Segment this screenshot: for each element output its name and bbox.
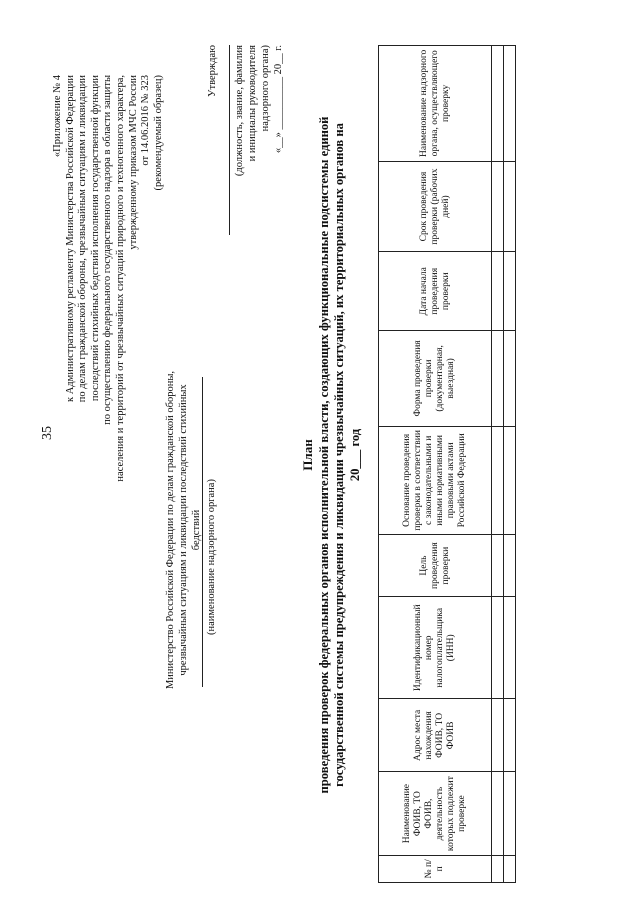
table-cell xyxy=(492,772,504,855)
appendix-line: населения и территорий от чрезвычайных ситуаций природного и техногенного характера, xyxy=(114,75,126,482)
table-cell xyxy=(504,772,516,855)
org-caption: (наименование надзорного органа) xyxy=(206,479,217,635)
table-row xyxy=(492,46,504,883)
table-cell xyxy=(504,331,516,427)
document-title xyxy=(300,35,363,875)
col-header-authority: Наименование надзорного органа, осуществляющего проверку xyxy=(379,46,492,162)
table-header-row xyxy=(379,46,492,883)
appendix-line: (рекомендуемый образец) xyxy=(152,75,164,191)
col-header-duration: Срок проведения проверки (рабочих дней) xyxy=(379,161,492,252)
table-cell xyxy=(492,252,504,331)
table-cell xyxy=(492,535,504,597)
col-header-basis: Основание проведения проверки в соответствии с законодательными и иными нормативными правовыми актами Российской Федерации xyxy=(379,426,492,534)
appendix-header xyxy=(52,75,165,595)
table-cell xyxy=(504,161,516,252)
table-cell xyxy=(504,699,516,772)
col-header-start-date: Дата начала проведения проверки xyxy=(379,252,492,331)
approval-label: Утверждаю xyxy=(207,45,218,97)
col-header-form: Форма проведения проверки (документарная, выездная) xyxy=(379,331,492,427)
col-header-number: № п/п xyxy=(379,855,492,882)
table-cell xyxy=(504,855,516,882)
col-header-inn: Идентификационный номер налогоплательщика (ИНН) xyxy=(379,597,492,699)
ministry-underline xyxy=(202,377,203,687)
appendix-line: «Приложение № 4 xyxy=(52,75,63,158)
table-cell xyxy=(492,46,504,162)
ministry-line: Министерство Российской Федерации по делам гражданской обороны, xyxy=(165,370,176,690)
col-header-name: Наименование ФОИВ, ТО ФОИВ, деятельность которых подлежит проверке xyxy=(379,772,492,855)
table-cell xyxy=(504,46,516,162)
approval-caption: и инициалы руководителя xyxy=(247,45,258,162)
table-cell xyxy=(492,331,504,427)
ministry-name xyxy=(164,365,203,695)
table-cell xyxy=(492,699,504,772)
title-line: государственной системы предупреждения и ликвидации чрезвычайных ситуаций, их территориальных органов на xyxy=(332,123,346,787)
table-cell xyxy=(492,855,504,882)
table-cell xyxy=(504,535,516,597)
inspection-plan-table xyxy=(378,45,516,883)
col-header-address: Адрос места нахождения ФОИВ, ТО ФОИВ xyxy=(379,699,492,772)
appendix-line: последствий стихийных бедствий исполнения государственной функции xyxy=(89,75,101,402)
appendix-line: по осуществлению федерального государственного надзора в области защиты xyxy=(102,75,114,425)
approval-caption: надзорного органа) xyxy=(260,45,271,132)
appendix-line: по делам гражданской обороны, чрезвычайным ситуациям и ликвидации xyxy=(77,75,89,403)
table-row xyxy=(504,46,516,883)
table-cell xyxy=(504,252,516,331)
page-number: 35 xyxy=(40,426,55,440)
approval-line xyxy=(229,45,230,235)
table-cell xyxy=(504,426,516,534)
title-line: 20___ год xyxy=(347,428,362,482)
title-line: проведения проверок федеральных органов исполнительной власти, создающих функциональные подсистемы единой xyxy=(316,116,331,794)
ministry-line: чрезвычайным ситуациям и ликвидации последствий стихийных бедствий xyxy=(178,384,202,676)
approval-caption: (должность, звание, фамилия xyxy=(234,45,245,177)
table-cell xyxy=(492,597,504,699)
table-cell xyxy=(504,597,516,699)
approval-block xyxy=(206,45,285,235)
table-cell xyxy=(492,161,504,252)
appendix-line: к Административному регламенту Министерства Российской Федерации xyxy=(64,75,76,403)
title-plan: План xyxy=(300,439,315,471)
appendix-line: утвержденному приказом МЧС России xyxy=(127,75,139,250)
appendix-line: от 14.06.2016 № 323 xyxy=(140,75,152,166)
table-cell xyxy=(492,426,504,534)
approval-date: «__» __________ 20__ г. xyxy=(273,45,284,154)
col-header-purpose: Цель проведения проверки xyxy=(379,535,492,597)
